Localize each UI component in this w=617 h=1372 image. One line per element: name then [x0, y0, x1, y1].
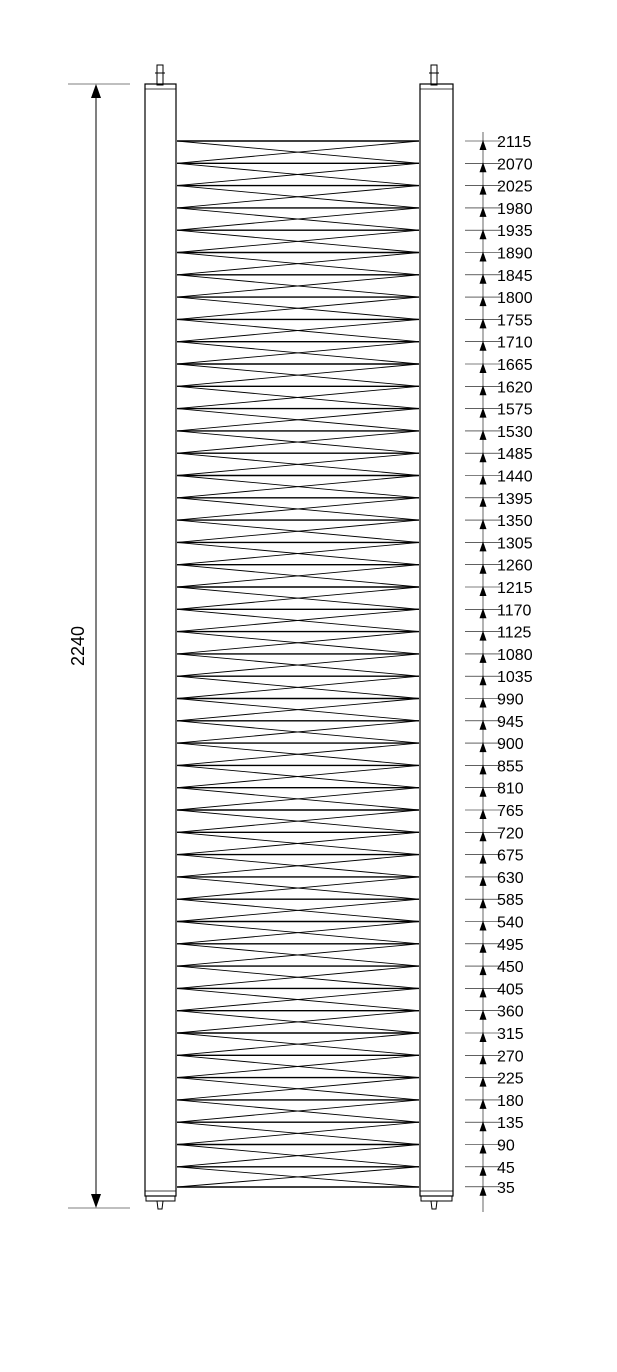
scale-arrow-icon	[480, 497, 487, 507]
scale-label: 1890	[497, 245, 533, 263]
scale-label: 1620	[497, 379, 533, 397]
scale-label: 180	[497, 1092, 524, 1110]
scale-arrow-icon	[480, 341, 487, 351]
scale-label: 495	[497, 936, 524, 954]
scale-label: 1665	[497, 357, 533, 374]
scale-label: 1260	[497, 557, 533, 575]
right-collector	[420, 65, 453, 1209]
scale-label: 1170	[497, 602, 532, 620]
scale-arrow-icon	[480, 742, 487, 752]
scale-label: 450	[497, 959, 524, 977]
scale-arrow-icon	[480, 943, 487, 953]
scale-label: 135	[497, 1115, 524, 1133]
scale-arrow-icon	[480, 1166, 487, 1176]
scale-label: 1935	[497, 223, 533, 241]
scale-arrow-icon	[480, 809, 487, 819]
scale-arrow-icon	[480, 787, 487, 797]
right-bottom-valve	[431, 1201, 437, 1209]
scale-label: 35	[497, 1179, 515, 1197]
scale-arrow-icon	[480, 252, 487, 262]
scale-label: 1710	[497, 334, 533, 352]
scale-arrow-icon	[480, 653, 487, 663]
scale-label: 1035	[497, 669, 533, 687]
scale-label: 990	[497, 691, 524, 709]
scale-arrow-icon	[480, 185, 487, 195]
scale-label: 1215	[497, 580, 533, 597]
scale-label: 270	[497, 1048, 524, 1066]
dimension-arrow-bottom-icon	[91, 1194, 101, 1208]
horizontal-tubes	[177, 141, 419, 1187]
scale-arrow-icon	[480, 1121, 487, 1131]
scale-arrow-icon	[480, 385, 487, 395]
scale-label: 1530	[497, 423, 533, 441]
scale-arrow-icon	[480, 430, 487, 440]
dimension-arrow-top-icon	[91, 84, 101, 98]
scale-label: 720	[497, 825, 524, 843]
scale-arrow-icon	[480, 608, 487, 618]
scale-label: 405	[497, 981, 524, 999]
scale-arrow-icon	[480, 140, 487, 150]
right-bottom-cap	[421, 1196, 452, 1201]
scale-arrow-icon	[480, 207, 487, 217]
scale-label: 810	[497, 780, 524, 798]
scale-label: 900	[497, 736, 524, 754]
left-top-valve	[157, 65, 163, 85]
scale-label: 855	[497, 758, 524, 776]
scale-label: 360	[497, 1003, 524, 1021]
scale-label: 1980	[497, 200, 533, 218]
scale-label: 225	[497, 1070, 524, 1088]
scale-label: 1440	[497, 468, 533, 486]
scale-arrow-icon	[480, 1054, 487, 1064]
scale-label: 2025	[497, 178, 533, 196]
scale-arrow-icon	[480, 720, 487, 730]
scale-arrow-icon	[480, 519, 487, 529]
scale-arrow-icon	[480, 1077, 487, 1087]
scale-arrow-icon	[480, 1032, 487, 1042]
scale-label: 1845	[497, 267, 533, 285]
scale-label: 1350	[497, 513, 533, 531]
scale-arrow-icon	[480, 475, 487, 485]
scale-label: 2115	[497, 134, 532, 151]
scale-label: 540	[497, 914, 524, 932]
left-bottom-cap	[146, 1196, 175, 1201]
scale-arrow-icon	[480, 162, 487, 172]
scale-label: 45	[497, 1159, 515, 1177]
scale-label: 945	[497, 713, 524, 731]
scale-arrow-icon	[480, 541, 487, 551]
left-tube	[145, 84, 176, 1196]
scale-arrow-icon	[480, 876, 487, 886]
right-top-valve	[431, 65, 437, 85]
scale-label: 675	[497, 847, 524, 865]
scale-arrow-icon	[480, 1010, 487, 1020]
scale-arrow-icon	[480, 452, 487, 462]
scale-arrow-icon	[480, 898, 487, 908]
right-tube	[420, 84, 453, 1196]
scale-arrow-icon	[480, 318, 487, 328]
scale-arrow-icon	[480, 1144, 487, 1154]
left-bottom-valve	[157, 1201, 163, 1209]
scale-label: 1755	[497, 312, 533, 330]
scale-arrow-icon	[480, 831, 487, 841]
scale-label: 1395	[497, 490, 533, 508]
scale-arrow-icon	[480, 675, 487, 685]
scale-label: 90	[497, 1137, 515, 1155]
scale-label: 1485	[497, 446, 533, 464]
scale-arrow-icon	[480, 586, 487, 596]
scale-arrow-icon	[480, 296, 487, 306]
left-collector	[145, 65, 176, 1209]
scale-arrow-icon	[480, 1099, 487, 1109]
scale-arrow-icon	[480, 363, 487, 373]
scale-label: 1080	[497, 646, 533, 664]
overall-height-dimension	[68, 84, 130, 1208]
scale-arrow-icon	[480, 564, 487, 574]
scale-label: 1800	[497, 290, 533, 308]
scale-label: 315	[497, 1026, 524, 1043]
scale-label: 2070	[497, 156, 533, 174]
scale-arrow-icon	[480, 965, 487, 975]
scale-arrow-icon	[480, 274, 487, 284]
scale-label: 1575	[497, 401, 533, 419]
scale-arrow-icon	[480, 698, 487, 708]
scale-label: 1125	[497, 624, 532, 642]
scale-arrow-icon	[480, 987, 487, 997]
scale-label: 630	[497, 869, 524, 887]
scale-arrow-icon	[480, 631, 487, 641]
scale-arrow-icon	[480, 229, 487, 239]
scale-arrow-icon	[480, 921, 487, 931]
scale-arrow-icon	[480, 764, 487, 774]
scale-label: 1305	[497, 535, 533, 553]
scale-label: 585	[497, 892, 524, 910]
scale-label: 765	[497, 803, 524, 820]
measurement-scale	[465, 132, 533, 1212]
overall-height-label: 2240	[68, 625, 88, 667]
scale-arrow-icon	[480, 1186, 487, 1196]
scale-arrow-icon	[480, 854, 487, 864]
scale-arrow-icon	[480, 408, 487, 418]
